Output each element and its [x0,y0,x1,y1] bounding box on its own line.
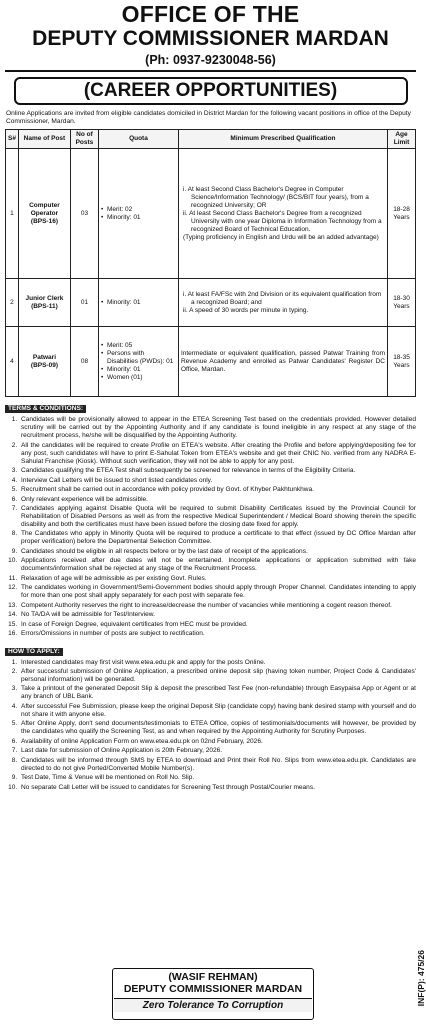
inf-reference: INF(P): 475/26 [416,950,426,1007]
office-title-line1: OFFICE OF THE [121,1,300,27]
list-item: 6. Availability of online Application Form on www.etea.edu.pk on 02nd February, 2026. [19,738,416,746]
row-age: 18-35 Years [388,327,416,397]
list-item: 7. Last date for submission of Online Application is 20th February, 2026. [19,747,416,755]
row-sn: 4 [6,327,19,397]
list-item: 1. Interested candidates may first visit www.etea.edu.pk and apply for the posts Online. [19,659,416,667]
post-name: Patwari [32,353,57,361]
list-item: 4. Interview Call Letters will be issued to short listed candidates only. [19,477,416,485]
quota-item: • Merit: 05 [101,342,176,350]
apply-list [5,659,416,792]
intro-text: Online Applications are invited from eligible candidates domiciled in District Mardan for the following vacant positions in office of the Deputy Commissioner, Mardan. [6,110,411,126]
post-name: Computer Operator [29,201,60,217]
row-qualification [178,327,387,397]
office-title-line2: DEPUTY COMMISSIONER MARDAN [32,27,389,50]
table-row [6,279,416,327]
signature-box [112,968,314,1020]
post-bps: (BPS-11) [31,302,58,310]
list-item: 10. No separate Call Letter will be issued to candidates for Screening Test through Postal/Courier means. [19,784,416,792]
table-row [6,149,416,279]
list-item: 7. Candidates applying against Disable Quota will be required to submit Disability Certificates issued by the Provincial Council for Rehabilitation of Disabled Persons as well as from the respective Medical Superintendent / Medical Board showing therein the specific disability and both the certificates must have been issued before the closing date fixed for apply. [19,505,416,529]
qualification-item: Intermediate or equivalent qualification, passed Patwar Training from Revenue Academy and enrolled as Patwar Candidates' Register DC Office, Mardan. [180,349,385,373]
office-phone: (Ph: 0937-9230048-56) [145,53,276,67]
header-divider [5,70,416,72]
terms-list [5,416,416,638]
quota-item: • Minority: 01 [101,214,176,222]
row-sn: 2 [6,279,19,327]
list-item: 3. Candidates qualifying the ETEA Test shall subsequently be screened for relevance in terms of the Eligibility Criteria. [19,467,416,475]
quota-item: • Merit: 02 [101,206,176,214]
list-item: 2. After successful submission of Online Application, a prescribed online deposit slip (having token number, Project Code & Candidates' personal information) will be generated. [19,668,416,684]
list-item: 14. No TA/DA will be admissible for Test/Interview. [19,611,416,619]
list-item: 1. Candidates will be provisionally allowed to appear in the ETEA Screening Test based on the credentials provided. However detailed scrutiny will be carried out by the Appointing Authority and if any candidate is found ineligible in any respect at any stage of the recruitment process, he/she will be disqualified by the Appointing Authority. [19,416,416,440]
row-qualification [178,279,387,327]
list-item: 9. Test Date, Time & Venue will be mentioned on Roll No. Slip. [19,774,416,782]
row-quota [98,279,178,327]
row-count: 08 [70,327,98,397]
list-item: 8. The Candidates who apply in Minority Quota will be required to produce a certificate to that effect (issued by DC Office Mardan after proper verification) before the Departmental Selection Committee. [19,530,416,546]
row-count: 03 [70,149,98,279]
quota-item: • Minority: 01 [101,299,176,307]
quota-item: • Persons with Disabilities (PWDs): 01 [101,350,176,366]
list-item: 13. Competent Authority reserves the right to increase/decrease the number of vacancies while mentioning a cogent reason thereof. [19,602,416,610]
signatory-name: (WASIF REHMAN) [168,971,258,983]
list-item: 11. Relaxation of age will be admissible as per existing Govt. Rules. [19,575,416,583]
anti-corruption-motto: Zero Tolerance To Corruption [114,998,312,1012]
qualification-item: i. At least Second Class Bachelor's Degree in Computer Science/Information Technology/ (BCS/BIT four years), from a recognized University; OR [182,185,369,209]
table-row [6,327,416,397]
list-item: 5. Recruitment shall be carried out in accordance with policy provided by Govt. of Khyber Pakhtunkhwa. [19,486,416,494]
qualification-item: (Typing proficiency in English and Urdu will be an added advantage) [182,233,379,241]
table-header-row [6,130,416,149]
list-item: 2. All the candidates will be required to create Profile on ETEA's website. After creating the Profile and before applying/depositing fee for any post, such candidates will have to print E-Sahulat Token from ETEA's website and get their CNIC No. verified from any NADRA E-Sahulat Franchise (Kiosk). Without such verification, they will not be able to apply for any post. [19,442,416,466]
col-header-quota: Quota [98,130,178,149]
col-header-sn: S# [6,130,19,149]
apply-title: HOW TO APPLY: [5,648,63,656]
list-item: 8. Candidates will be informed through SMS by ETEA to download and Print their Roll No. Slips from www.etea.edu.pk. Candidates are directed to do not give Ported/Converted Mobile Number(s). [19,757,416,773]
row-post [18,279,70,327]
row-quota [98,149,178,279]
list-item: 6. Only relevant experience will be admissible. [19,496,416,504]
quota-item: • Women (01) [101,374,176,382]
col-header-post: Name of Post [18,130,70,149]
col-header-age: Age Limit [388,130,416,149]
list-item: 4. After successful Fee Submission, please keep the original Deposit Slip (candidate copy) having bank desired stamp with yourself and do not share it with anyone else. [19,703,416,719]
posts-table [5,129,416,397]
row-sn: 1 [6,149,19,279]
qualification-item: i. At least FA/FSc with 2nd Division or its equivalent qualification from a recognized Board; and [182,290,382,306]
row-post [18,149,70,279]
row-qualification [178,149,387,279]
terms-title: TERMS & CONDITIONS: [5,405,86,413]
qualification-item: ii. At least Second Class Bachelor's Degree from a recognized University with one year Diploma in Information Technology from a recognized Board of Technical Education. [182,209,382,233]
career-banner: (CAREER OPPORTUNITIES) [14,77,408,105]
list-item: 5. After Online Apply, don't send documents/testimonials to ETEA Office, copies of testimonials/documents will however, be provided by the candidates who qualify the Screening Test, as and when required by the Appointing Authority for Scrutiny Purposes. [19,720,416,736]
row-post [18,327,70,397]
row-age: 18-30 Years [388,279,416,327]
qualification-item: ii. A speed of 30 words per minute in typing. [182,306,309,314]
post-bps: (BPS-09) [30,361,58,369]
row-age: 18-28 Years [388,149,416,279]
signatory-designation: DEPUTY COMMISSIONER MARDAN [123,983,303,995]
list-item: 16. Errors/Omissions in number of posts are subject to rectification. [19,630,416,638]
list-item: 10. Applications received after due dates will not be entertained. Incomplete applications or application submitted with fake documents/information shall be rejected at any stage of the Recruitment Process. [19,557,416,573]
list-item: 3. Take a printout of the generated Deposit Slip & deposit the prescribed Test Fee (non-refundable) through Easypaisa App or Agent or at any branch of UBL Bank. [19,685,416,701]
list-item: 9. Candidates should be eligible in all respects before or by the last date of receipt of the applications. [19,548,416,556]
col-header-qualification: Minimum Prescribed Qualification [178,130,387,149]
col-header-count: No of Posts [70,130,98,149]
list-item: 12. The candidates working in Government/Semi-Government bodies should apply through Proper Channel. Candidates intending to apply for more than one post shall apply separately for each post with separate fee. [19,584,416,600]
list-item: 15. In case of Foreign Degree, equivalent certificates from HEC must be provided. [19,621,416,629]
post-bps: (BPS-16) [30,217,58,225]
post-name: Junior Clerk [25,294,64,302]
row-count: 01 [70,279,98,327]
quota-item: • Minority: 01 [101,366,176,374]
row-quota [98,327,178,397]
